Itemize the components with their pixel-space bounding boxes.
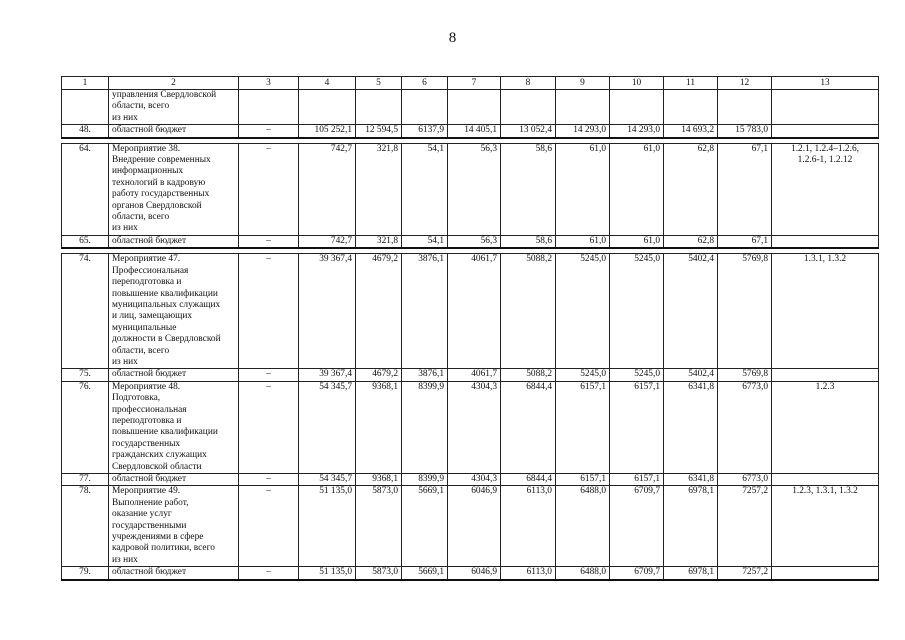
value-cell: 12 594,5 xyxy=(356,125,402,138)
row-name-line: государственных xyxy=(112,438,181,449)
row-name-line: повышение квалификации xyxy=(112,427,218,438)
value-cell xyxy=(448,90,501,125)
column-header: 6 xyxy=(402,77,448,90)
row-col3: – xyxy=(239,254,299,369)
value-cell: 67,1 xyxy=(718,143,772,235)
row-name-line: области, всего xyxy=(112,345,170,356)
row-name-line: Подготовка, xyxy=(112,393,161,404)
value-cell: 39 367,4 xyxy=(299,369,356,381)
value-cell: 742,7 xyxy=(299,143,356,235)
value-cell: 321,8 xyxy=(356,235,402,248)
value-cell: 6157,1 xyxy=(556,474,610,486)
value-cell: 5088,2 xyxy=(501,254,556,369)
row-name xyxy=(109,381,239,473)
row-name-line: муниципальные xyxy=(112,322,177,333)
value-cell: 5402,4 xyxy=(664,254,718,369)
budget-table xyxy=(61,76,879,581)
row-number: 64. xyxy=(62,143,109,235)
value-cell: 54,1 xyxy=(402,143,448,235)
row-col3: – xyxy=(239,474,299,486)
table-row xyxy=(62,369,879,381)
value-cell: 54,1 xyxy=(402,235,448,248)
row-col13-line: 1.2.6-1, 1.2.12 xyxy=(797,155,853,166)
row-name-line: профессиональная xyxy=(112,404,187,415)
row-name-line: Мероприятие 48. xyxy=(112,381,181,392)
value-cell: 13 052,4 xyxy=(501,125,556,138)
row-number: 74. xyxy=(62,254,109,369)
row-col13-line: 1.2.1, 1.2.4–1.2.6, xyxy=(791,143,859,154)
value-cell: 6978,1 xyxy=(664,567,718,580)
row-name xyxy=(109,125,239,138)
column-header: 8 xyxy=(501,77,556,90)
table-row xyxy=(62,381,879,473)
table-row xyxy=(62,90,879,125)
value-cell: 6844,4 xyxy=(501,474,556,486)
value-cell: 14 293,0 xyxy=(556,125,610,138)
value-cell: 54 345,7 xyxy=(299,381,356,473)
row-name xyxy=(109,90,239,125)
row-name-line: Выполнение работ, xyxy=(112,497,189,508)
value-cell: 61,0 xyxy=(556,143,610,235)
row-col13 xyxy=(772,90,879,125)
value-cell: 39 367,4 xyxy=(299,254,356,369)
row-number: 76. xyxy=(62,381,109,473)
row-name-line: работу государственных xyxy=(112,189,210,200)
value-cell: 6157,1 xyxy=(610,381,664,473)
row-name-line: областной бюджет xyxy=(112,235,187,246)
value-cell: 321,8 xyxy=(356,143,402,235)
value-cell: 58,6 xyxy=(501,235,556,248)
value-cell xyxy=(556,90,610,125)
value-cell: 56,3 xyxy=(448,235,501,248)
table-row xyxy=(62,125,879,138)
value-cell: 54 345,7 xyxy=(299,474,356,486)
value-cell: 105 252,1 xyxy=(299,125,356,138)
table-header xyxy=(62,77,879,90)
row-name-line: технологий в кадровую xyxy=(112,177,206,188)
column-header: 13 xyxy=(772,77,879,90)
value-cell: 5873,0 xyxy=(356,567,402,580)
row-col13-line: 1.2.3, 1.3.1, 1.3.2 xyxy=(792,486,858,497)
column-header: 1 xyxy=(62,77,109,90)
value-cell xyxy=(356,90,402,125)
value-cell: 62,8 xyxy=(664,143,718,235)
value-cell: 14 293,0 xyxy=(610,125,664,138)
value-cell: 51 135,0 xyxy=(299,486,356,567)
column-header: 4 xyxy=(299,77,356,90)
table-row xyxy=(62,474,879,486)
value-cell: 62,8 xyxy=(664,235,718,248)
table-row xyxy=(62,143,879,235)
row-name-line: области, всего xyxy=(112,101,170,112)
value-cell: 5769,8 xyxy=(718,254,772,369)
row-col13-line: 1.3.1, 1.3.2 xyxy=(803,254,847,265)
value-cell: 5245,0 xyxy=(610,254,664,369)
value-cell: 6773,0 xyxy=(718,381,772,473)
row-name-line: учреждениями в сфере xyxy=(112,532,204,543)
row-number: 65. xyxy=(62,235,109,248)
value-cell: 6488,0 xyxy=(556,567,610,580)
row-number: 77. xyxy=(62,474,109,486)
value-cell: 6157,1 xyxy=(556,381,610,473)
value-cell: 14 693,2 xyxy=(664,125,718,138)
budget-table-container xyxy=(61,76,878,581)
row-name xyxy=(109,235,239,248)
value-cell xyxy=(402,90,448,125)
row-name-line: из них xyxy=(112,356,138,367)
row-name-line: гражданских служащих xyxy=(112,450,207,461)
row-name-line: кадровой политики, всего xyxy=(112,543,215,554)
column-header: 11 xyxy=(664,77,718,90)
row-name-line: областной бюджет xyxy=(112,125,187,136)
value-cell: 4304,3 xyxy=(448,474,501,486)
value-cell: 8399,9 xyxy=(402,474,448,486)
column-header: 7 xyxy=(448,77,501,90)
value-cell: 4679,2 xyxy=(356,369,402,381)
row-col13 xyxy=(772,369,879,381)
value-cell: 3876,1 xyxy=(402,369,448,381)
value-cell: 14 405,1 xyxy=(448,125,501,138)
value-cell xyxy=(299,90,356,125)
value-cell xyxy=(664,90,718,125)
page-number: 8 xyxy=(448,30,457,46)
table-row xyxy=(62,567,879,580)
row-name-line: областной бюджет xyxy=(112,567,187,578)
value-cell: 58,6 xyxy=(501,143,556,235)
value-cell: 6341,8 xyxy=(664,474,718,486)
value-cell: 5769,8 xyxy=(718,369,772,381)
row-number: 78. xyxy=(62,486,109,567)
row-name-line: государственными xyxy=(112,520,187,531)
row-name-line: Внедрение современных xyxy=(112,155,211,166)
value-cell: 7257,2 xyxy=(718,486,772,567)
row-name-line: Профессиональная xyxy=(112,265,189,276)
value-cell: 51 135,0 xyxy=(299,567,356,580)
row-name xyxy=(109,143,239,235)
value-cell: 56,3 xyxy=(448,143,501,235)
row-number xyxy=(62,90,109,125)
table-row xyxy=(62,486,879,567)
value-cell: 6113,0 xyxy=(501,567,556,580)
row-name-line: оказание услуг xyxy=(112,509,172,520)
row-col3: – xyxy=(239,381,299,473)
value-cell: 6844,4 xyxy=(501,381,556,473)
value-cell: 4304,3 xyxy=(448,381,501,473)
row-name-line: областной бюджет xyxy=(112,369,187,380)
row-name-line: Мероприятие 49. xyxy=(112,486,181,497)
value-cell: 61,0 xyxy=(610,143,664,235)
column-header: 2 xyxy=(109,77,239,90)
value-cell: 5245,0 xyxy=(556,369,610,381)
row-number: 75. xyxy=(62,369,109,381)
row-col13 xyxy=(772,474,879,486)
value-cell: 6488,0 xyxy=(556,486,610,567)
row-col13 xyxy=(772,143,879,235)
row-name xyxy=(109,567,239,580)
row-col13-line: 1.2.3 xyxy=(815,381,835,392)
row-number: 48. xyxy=(62,125,109,138)
value-cell: 6773,0 xyxy=(718,474,772,486)
row-name-line: Мероприятие 47. xyxy=(112,254,181,265)
value-cell: 4679,2 xyxy=(356,254,402,369)
column-header: 5 xyxy=(356,77,402,90)
value-cell: 6137,9 xyxy=(402,125,448,138)
value-cell: 15 783,0 xyxy=(718,125,772,138)
column-header: 12 xyxy=(718,77,772,90)
row-name-line: областной бюджет xyxy=(112,474,187,484)
table-row xyxy=(62,254,879,369)
row-name-line: переподготовка и xyxy=(112,277,182,288)
value-cell: 5669,1 xyxy=(402,486,448,567)
row-name-line: Мероприятие 38. xyxy=(112,143,181,154)
row-col3: – xyxy=(239,235,299,248)
row-col13 xyxy=(772,381,879,473)
column-header: 3 xyxy=(239,77,299,90)
row-col3: – xyxy=(239,567,299,580)
value-cell xyxy=(610,90,664,125)
value-cell: 6113,0 xyxy=(501,486,556,567)
row-name-line: информационных xyxy=(112,166,184,177)
row-col13 xyxy=(772,254,879,369)
value-cell: 6046,9 xyxy=(448,567,501,580)
value-cell: 6341,8 xyxy=(664,381,718,473)
value-cell: 6709,7 xyxy=(610,567,664,580)
value-cell: 61,0 xyxy=(610,235,664,248)
value-cell: 3876,1 xyxy=(402,254,448,369)
value-cell: 7257,2 xyxy=(718,567,772,580)
value-cell: 67,1 xyxy=(718,235,772,248)
row-col13 xyxy=(772,567,879,580)
row-name xyxy=(109,254,239,369)
row-name-line: повышение квалификации xyxy=(112,288,218,299)
value-cell: 5669,1 xyxy=(402,567,448,580)
value-cell: 6046,9 xyxy=(448,486,501,567)
table-body xyxy=(62,90,879,580)
value-cell xyxy=(718,90,772,125)
row-col13 xyxy=(772,486,879,567)
row-name-line: органов Свердловской xyxy=(112,200,202,211)
table-row xyxy=(62,235,879,248)
row-name xyxy=(109,486,239,567)
row-name-line: области, всего xyxy=(112,212,170,223)
row-name-line: переподготовка и xyxy=(112,415,182,426)
value-cell: 61,0 xyxy=(556,235,610,248)
row-col3: – xyxy=(239,486,299,567)
value-cell: 5245,0 xyxy=(556,254,610,369)
row-col3 xyxy=(239,90,299,125)
row-col3: – xyxy=(239,125,299,138)
value-cell: 8399,9 xyxy=(402,381,448,473)
row-name-line: управления Свердловской xyxy=(112,90,217,100)
value-cell xyxy=(501,90,556,125)
value-cell: 6978,1 xyxy=(664,486,718,567)
row-name-line: Свердловской области xyxy=(112,461,202,472)
value-cell: 5245,0 xyxy=(610,369,664,381)
row-col13 xyxy=(772,235,879,248)
value-cell: 5088,2 xyxy=(501,369,556,381)
row-col3: – xyxy=(239,143,299,235)
value-cell: 9368,1 xyxy=(356,474,402,486)
row-name xyxy=(109,369,239,381)
value-cell: 742,7 xyxy=(299,235,356,248)
row-name-line: муниципальных служащих xyxy=(112,299,221,310)
value-cell: 5402,4 xyxy=(664,369,718,381)
row-name-line: и лиц, замещающих xyxy=(112,311,193,322)
column-header: 10 xyxy=(610,77,664,90)
row-name-line: должности в Свердловской xyxy=(112,334,221,345)
row-name-line: из них xyxy=(112,223,138,234)
value-cell: 4061,7 xyxy=(448,369,501,381)
value-cell: 9368,1 xyxy=(356,381,402,473)
row-name-line: из них xyxy=(112,112,138,123)
row-col13 xyxy=(772,125,879,138)
row-name-line: из них xyxy=(112,554,138,565)
value-cell: 6709,7 xyxy=(610,486,664,567)
value-cell: 6157,1 xyxy=(610,474,664,486)
row-number: 79. xyxy=(62,567,109,580)
value-cell: 4061,7 xyxy=(448,254,501,369)
row-col3: – xyxy=(239,369,299,381)
value-cell: 5873,0 xyxy=(356,486,402,567)
row-name xyxy=(109,474,239,486)
column-header: 9 xyxy=(556,77,610,90)
